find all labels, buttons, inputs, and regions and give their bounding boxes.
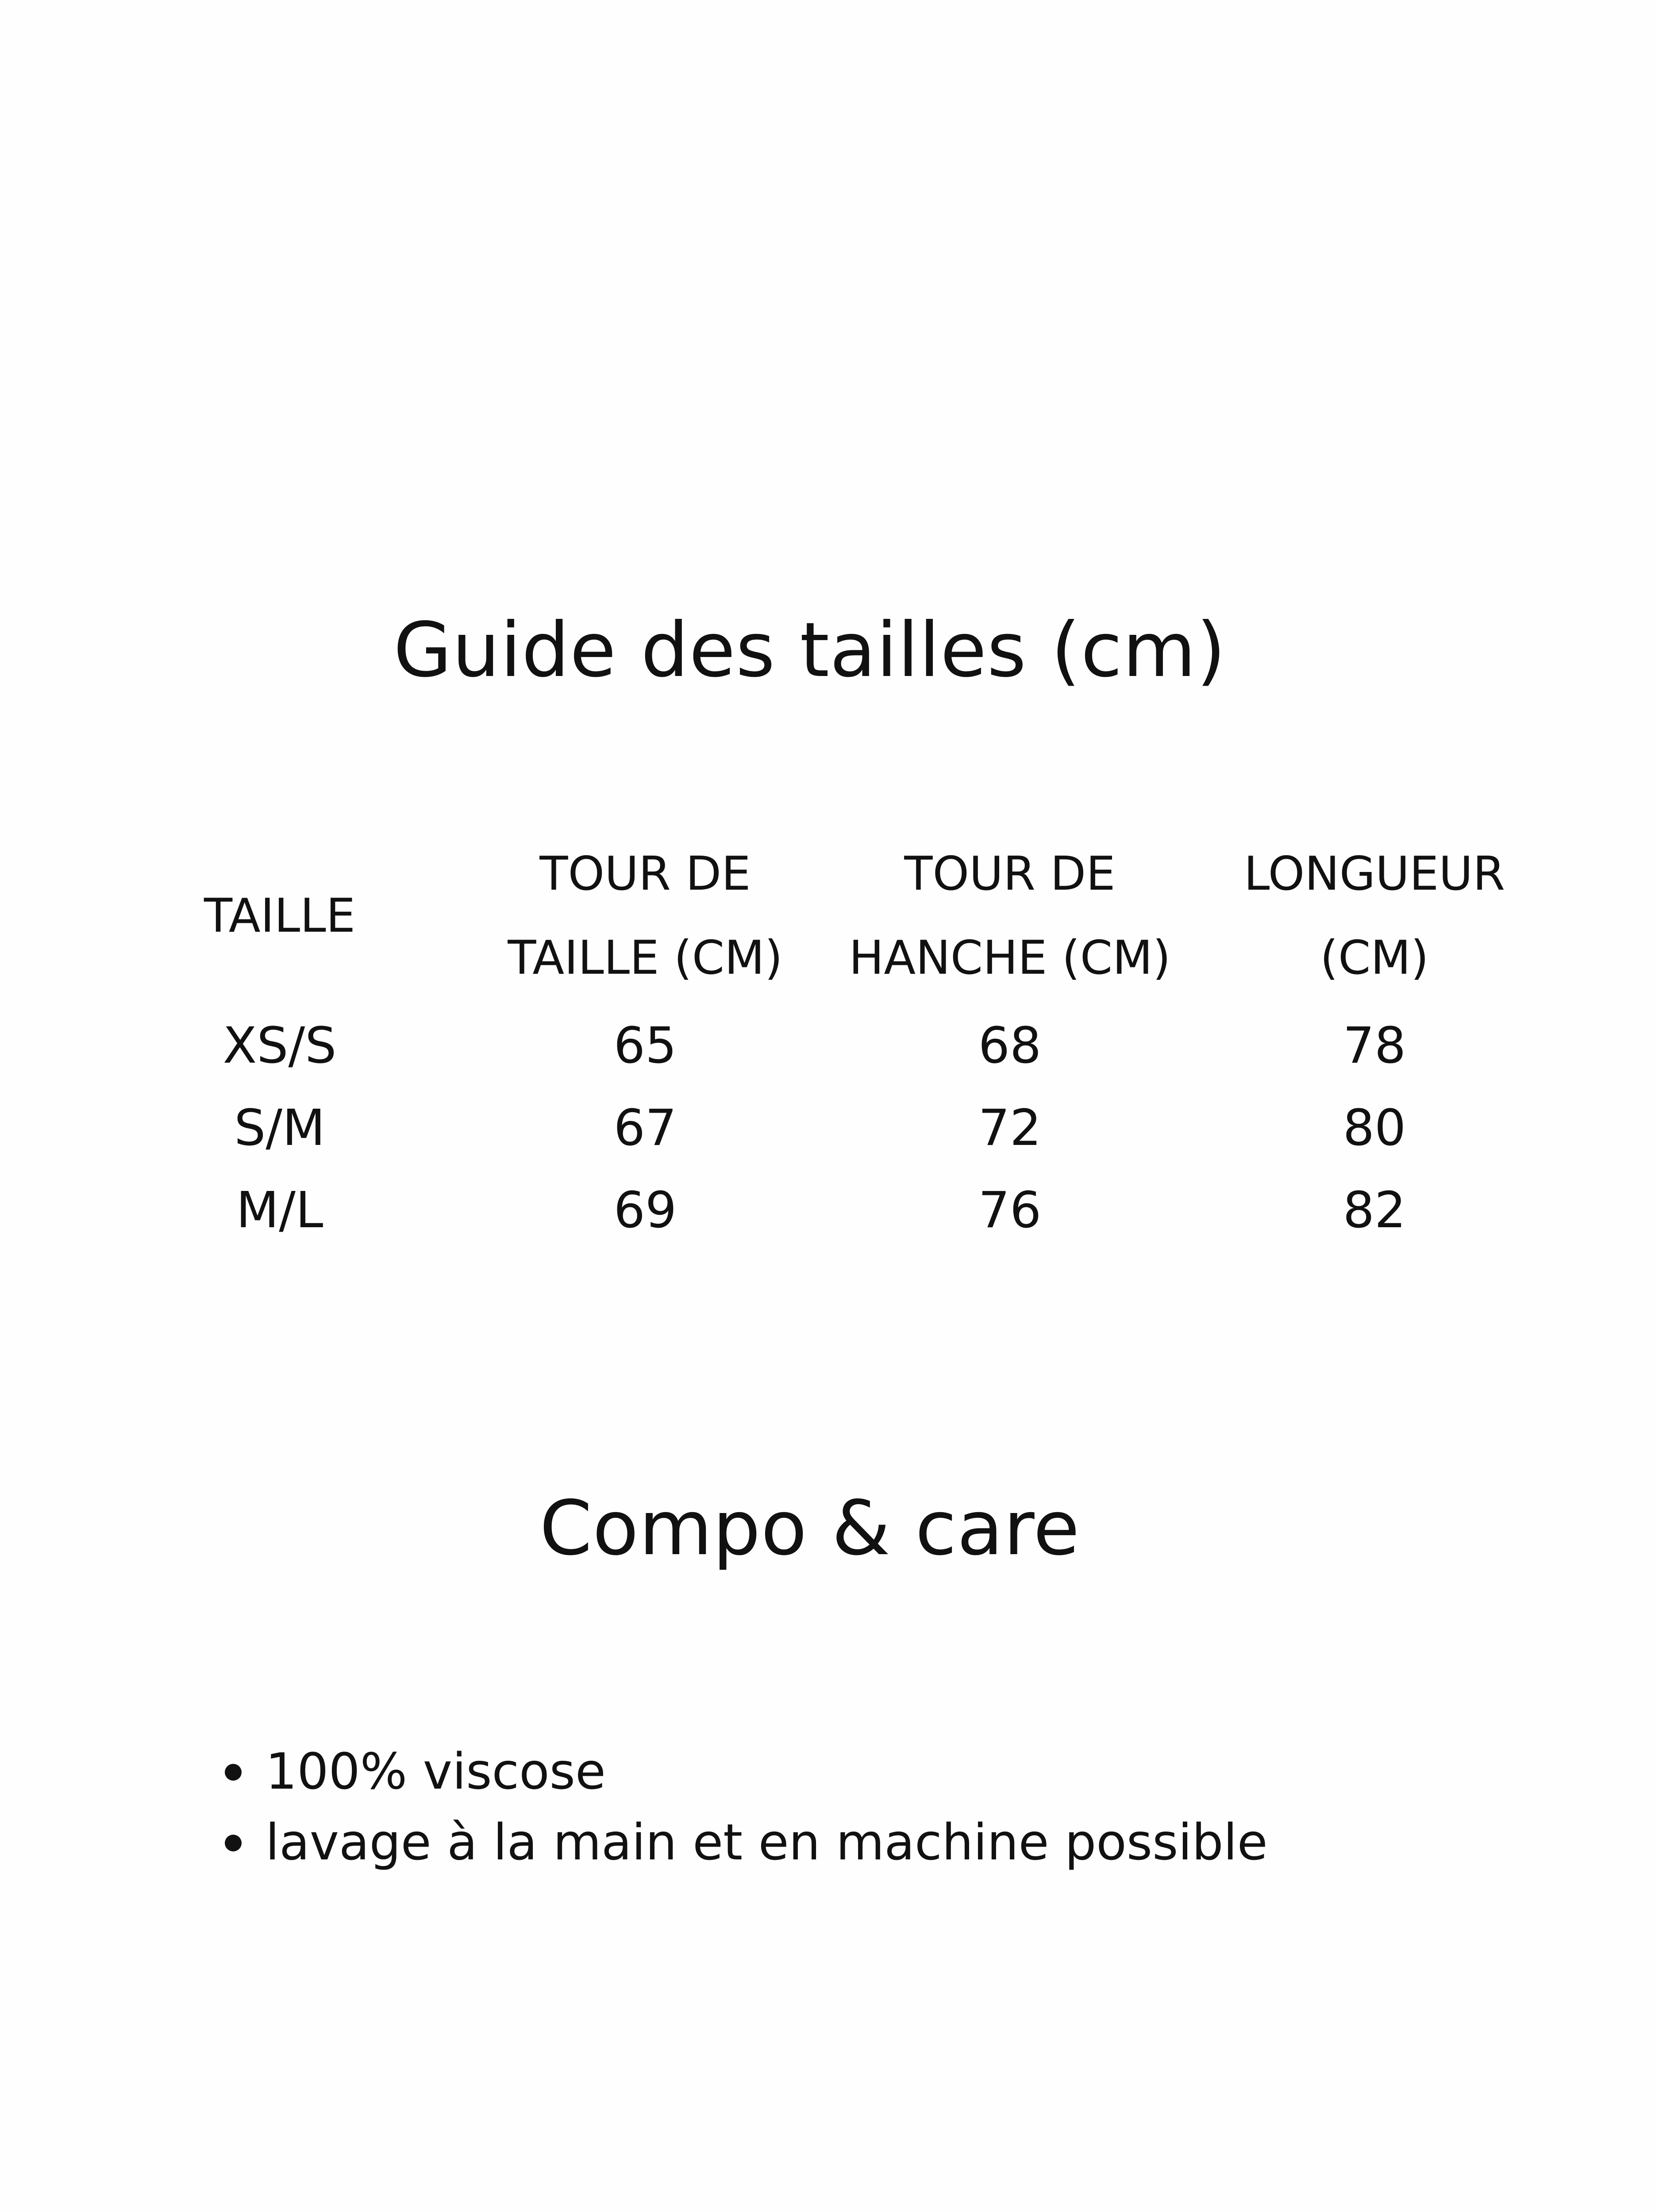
header-line: TOUR DE [539,847,751,901]
header-line: TAILLE (CM) [508,931,783,985]
table-cell-waist: 69 [613,1182,677,1239]
header-longueur [1193,832,1556,1000]
table-cell-hip: 72 [978,1099,1042,1157]
header-tour-de-taille [464,832,827,1000]
table-cell-size: S/M [234,1099,325,1157]
care-list [221,1736,1268,1878]
list-item: lavage à la main et en machine possible [221,1807,1268,1878]
list-item: 100% viscose [221,1736,1268,1807]
header-line: TOUR DE [904,847,1116,901]
header-line: TAILLE [204,889,356,943]
header-line: (CM) [1320,931,1429,985]
table-cell-hip: 68 [978,1017,1042,1075]
table-cell-size: XS/S [223,1017,337,1075]
table-cell-waist: 65 [613,1017,677,1075]
table-cell-hip: 76 [978,1182,1042,1239]
table-cell-length: 78 [1343,1017,1406,1075]
table-cell-size: M/L [236,1182,323,1239]
header-line: LONGUEUR [1243,847,1505,901]
table-cell-length: 82 [1343,1182,1406,1239]
care-title: Compo & care [539,1485,1080,1572]
table-cell-waist: 67 [613,1099,677,1157]
header-tour-de-hanche [828,832,1191,1000]
table-cell-length: 80 [1343,1099,1406,1157]
header-taille [98,832,461,1000]
header-line: HANCHE (CM) [849,931,1171,985]
size-table [0,832,1655,1248]
size-guide-title: Guide des tailles (cm) [393,607,1226,694]
